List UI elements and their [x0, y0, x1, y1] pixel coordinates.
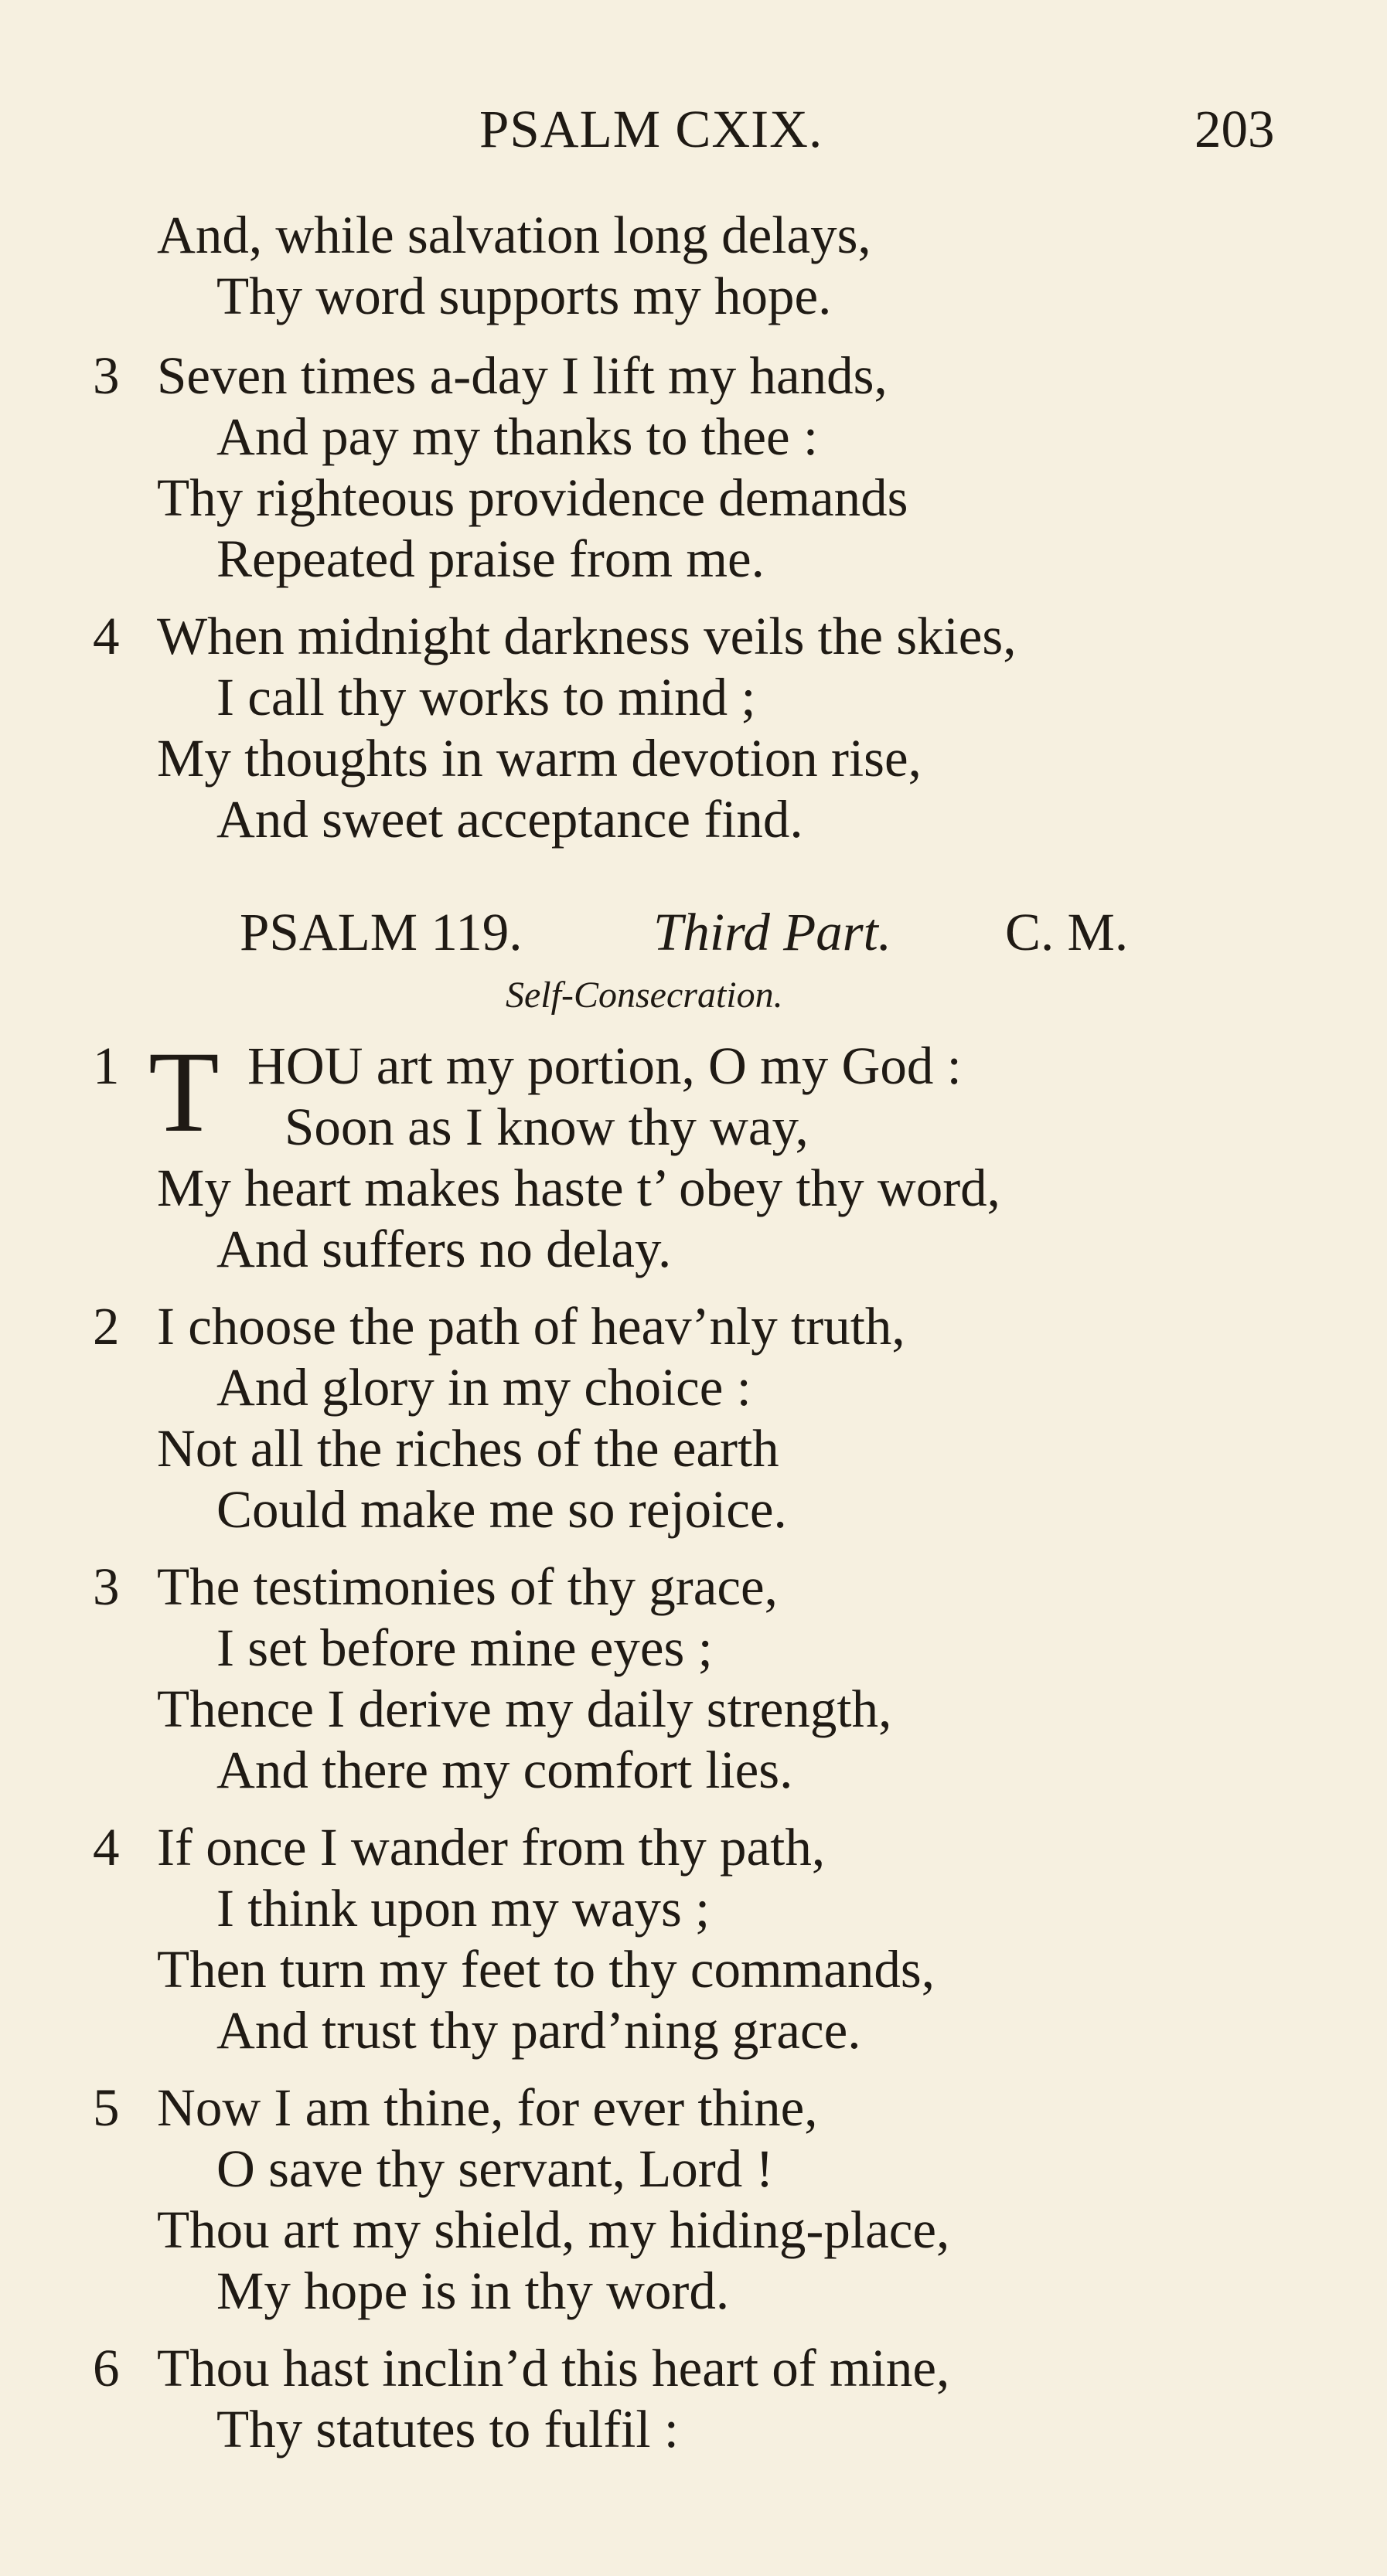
stanza-number: 6 — [93, 2339, 120, 2397]
verse-line: And sweet acceptance find. — [216, 790, 803, 849]
stanza-number: 4 — [93, 1818, 120, 1877]
verse-line: And glory in my choice : — [216, 1358, 751, 1417]
verse-line: HOU art my portion, O my God : — [247, 1036, 962, 1095]
verse-line: I think upon my ways ; — [216, 1879, 711, 1938]
stanza-number: 2 — [93, 1297, 120, 1356]
verse-line: When midnight darkness veils the skies, — [157, 607, 1017, 665]
verse-line: I choose the path of heav’nly truth, — [157, 1297, 905, 1356]
section-part: Third Part. — [653, 903, 892, 961]
verse-line: Now I am thine, for ever thine, — [157, 2078, 818, 2137]
verse-line: Thy righteous providence demands — [157, 468, 908, 527]
verse-line: And pay my thanks to thee : — [216, 407, 819, 466]
verse-line: Could make me so rejoice. — [216, 1480, 787, 1539]
running-header-title: PSALM CXIX. — [479, 100, 823, 158]
verse-line: Seven times a-day I lift my hands, — [157, 346, 888, 405]
stanza-number: 3 — [93, 1557, 120, 1616]
verse-line: My heart makes haste t’ obey thy word, — [157, 1159, 1000, 1217]
stanza-number: 3 — [93, 346, 120, 405]
verse-line: Not all the riches of the earth — [157, 1419, 779, 1478]
verse-line: Soon as I know thy way, — [285, 1097, 809, 1156]
section-meter: C. M. — [1005, 903, 1129, 961]
verse-line: If once I wander from thy path, — [157, 1818, 826, 1877]
verse-line: O save thy servant, Lord ! — [216, 2139, 774, 2198]
verse-line: My thoughts in warm devotion rise, — [157, 729, 922, 788]
verse-line: And suffers no delay. — [216, 1220, 672, 1278]
verse-line: Thy statutes to fulfil : — [216, 2400, 679, 2459]
verse-line: Repeated praise from me. — [216, 529, 765, 588]
section-subtitle: Self-Consecration. — [506, 975, 783, 1016]
verse-line: Thou art my shield, my hiding-place, — [157, 2200, 950, 2259]
drop-cap: T — [148, 1028, 220, 1156]
verse-line: I set before mine eyes ; — [216, 1618, 713, 1677]
stanza-number: 4 — [93, 607, 120, 665]
verse-line: I call thy works to mind ; — [216, 668, 756, 727]
page-number: 203 — [1194, 100, 1275, 158]
verse-line: And, while salvation long delays, — [157, 206, 871, 264]
verse-line: My hope is in thy word. — [216, 2261, 730, 2320]
verse-line: Then turn my feet to thy commands, — [157, 1940, 935, 1999]
verse-line: And there my comfort lies. — [216, 1741, 793, 1799]
stanza-number: 5 — [93, 2078, 120, 2137]
verse-line: Thou hast inclin’d this heart of mine, — [157, 2339, 950, 2397]
verse-line: The testimonies of thy grace, — [157, 1557, 778, 1616]
verse-line: Thy word supports my hope. — [216, 267, 832, 325]
section-psalm-number: PSALM 119. — [240, 903, 523, 961]
stanza-number: 1 — [93, 1036, 120, 1095]
verse-line: Thence I derive my daily strength, — [157, 1679, 892, 1738]
verse-line: And trust thy pard’ning grace. — [216, 2001, 861, 2060]
